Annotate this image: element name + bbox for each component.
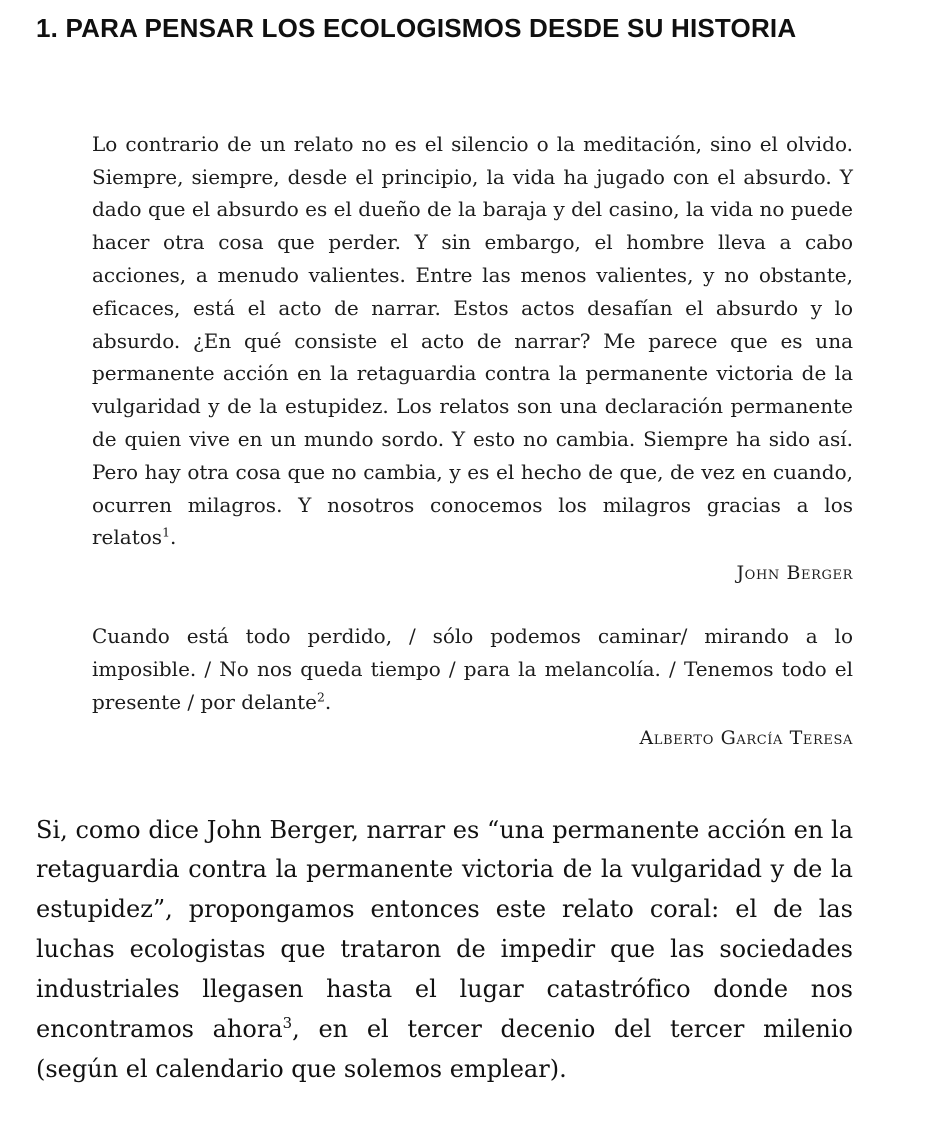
- epigraph-block-berger: [92, 128, 853, 584]
- body-paragraph-text: Si, como dice John Berger, narrar es “una permanente acción en la retaguardia contra la permanente victoria de la vulgaridad y de la estupidez”, propongamos entonces este relato coral: el de las luchas ecologistas que trataron de impedir que las sociedades industriales llegasen hasta el lugar catastrófico donde nos encontramos ahora: [36, 815, 853, 1043]
- footnote-marker-1: 1: [162, 524, 170, 540]
- epigraph-garcia-teresa-closing: .: [324, 689, 332, 714]
- body-paragraph-continuation: , en el tercer decenio del tercer milenio (según el calendario que solemos emplear).: [36, 1014, 853, 1083]
- footnote-marker-2: 2: [316, 689, 325, 705]
- attribution-alberto-garcia-teresa: Alberto García Teresa: [639, 726, 853, 749]
- epigraph-block-garcia-teresa: [92, 620, 853, 748]
- epigraph-berger-text: Lo contrario de un relato no es el silencio o la meditación, sino el olvido. Siempre, siempre, desde el principio, la vida ha jugado con el absurdo. Y dado que el absurdo es el dueño de la baraja y del casino, la vida no puede hacer otra cosa que perder. Y sin embargo, el hombre lleva a cabo acciones, a menudo valientes. Entre las menos valientes, y no obstante, eficaces, está el acto de narrar. Estos actos desafían el absurdo y lo absurdo. ¿En qué consiste el acto de narrar? Me parece que es una permanente acción en la retaguardia contra la permanente victoria de la vulgaridad y de la estupidez. Los relatos son una declaración permanente de quien vive en un mundo sordo. Y esto no cambia. Siempre ha sido así. Pero hay otra cosa que no cambia, y es el hecho de que, de vez en cuando, ocurren milagros. Y nosotros conocemos los milagros gracias a los relatos: [92, 131, 853, 550]
- chapter-heading: 1. PARA PENSAR LOS ECOLOGISMOS DESDE SU HISTORIA: [36, 13, 797, 43]
- footnote-marker-3: 3: [282, 1013, 293, 1032]
- epigraph-berger-closing: .: [169, 525, 177, 550]
- epigraph-garcia-teresa-paragraph: [92, 620, 853, 718]
- attribution-john-berger: John Berger: [736, 562, 853, 585]
- epigraph-berger-paragraph: [92, 128, 853, 554]
- body-paragraph: [36, 811, 853, 1090]
- epigraph-garcia-teresa-text: Cuando está todo perdido, / sólo podemos caminar/ mirando a lo imposible. / No nos queda tiempo / para la melancolía. / Tenemos todo el presente / por delante: [92, 624, 853, 714]
